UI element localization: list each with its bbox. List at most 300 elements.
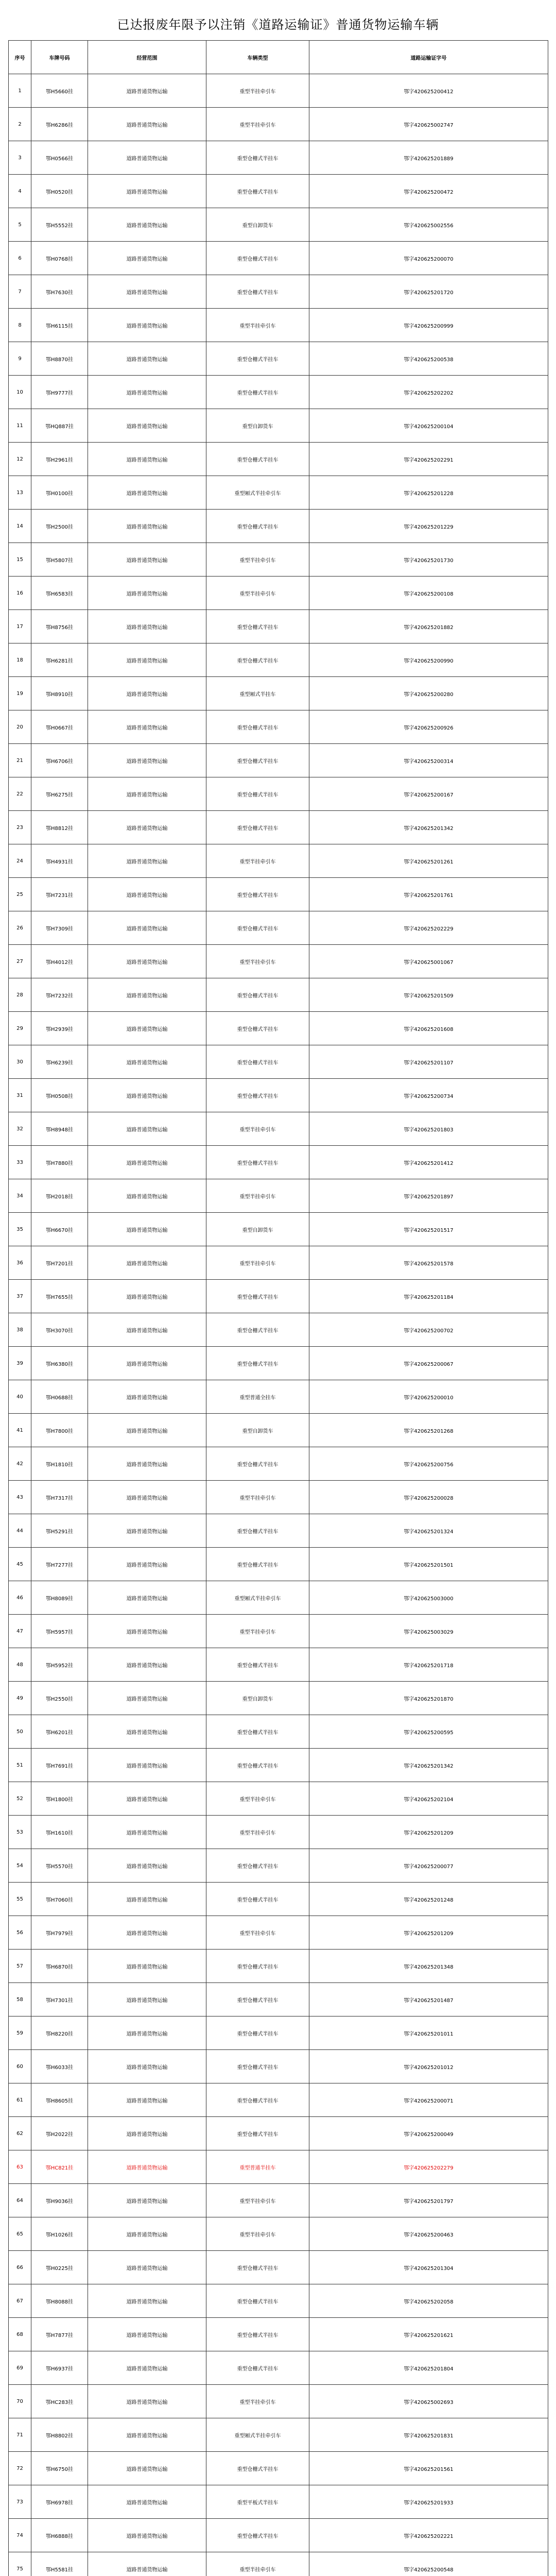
cell-permit: 鄂字420625201209 (309, 1916, 548, 1950)
table-row (9, 1213, 548, 1246)
cell-permit: 鄂字420625202058 (309, 2284, 548, 2318)
cell-plate: 鄂H4012挂 (31, 945, 88, 978)
cell-scope: 道路普通货物运输 (88, 610, 206, 643)
cell-no: 50 (9, 1715, 31, 1749)
cell-type: 重型仓栅式半挂车 (206, 510, 309, 543)
table-row (9, 510, 548, 543)
cell-plate: 鄂H5570挂 (31, 1849, 88, 1883)
cell-no: 5 (9, 208, 31, 242)
cell-no: 66 (9, 2251, 31, 2284)
cell-no: 70 (9, 2385, 31, 2418)
cell-scope: 道路普通货物运输 (88, 878, 206, 911)
table-row (9, 108, 548, 141)
cell-permit: 鄂字420625202291 (309, 443, 548, 476)
cell-no: 16 (9, 577, 31, 610)
cell-permit: 鄂字420625201797 (309, 2184, 548, 2217)
cell-scope: 道路普通货物运输 (88, 108, 206, 141)
cell-no: 40 (9, 1380, 31, 1414)
cell-type: 重型仓栅式半挂车 (206, 2251, 309, 2284)
table-row (9, 1950, 548, 1983)
cell-scope: 道路普通货物运输 (88, 74, 206, 108)
cell-permit: 鄂字420625003000 (309, 1581, 548, 1615)
table-row (9, 1313, 548, 1347)
cell-plate: 鄂H5552挂 (31, 208, 88, 242)
cell-plate: 鄂H6888挂 (31, 2519, 88, 2552)
cell-no: 28 (9, 978, 31, 1012)
cell-scope: 道路普通货物运输 (88, 2552, 206, 2576)
cell-no: 37 (9, 1280, 31, 1313)
cell-plate: 鄂H6978挂 (31, 2485, 88, 2519)
cell-permit: 鄂字420625201608 (309, 1012, 548, 1045)
table-row (9, 1715, 548, 1749)
table-row (9, 777, 548, 811)
table-row (9, 2016, 548, 2050)
cell-plate: 鄂H1026挂 (31, 2217, 88, 2251)
cell-no: 60 (9, 2050, 31, 2083)
cell-plate: 鄂H6583挂 (31, 577, 88, 610)
cell-type: 重型厢式半挂牵引车 (206, 2418, 309, 2452)
cell-type: 重型半挂牵引车 (206, 1615, 309, 1648)
cell-scope: 道路普通货物运输 (88, 1849, 206, 1883)
cell-no: 51 (9, 1749, 31, 1782)
table-row (9, 1012, 548, 1045)
table-row (9, 409, 548, 443)
table-row (9, 643, 548, 677)
cell-permit: 鄂字420625200049 (309, 2117, 548, 2150)
cell-scope: 道路普通货物运输 (88, 543, 206, 577)
cell-type: 重型仓栅式半挂车 (206, 1447, 309, 1481)
cell-plate: 鄂H6115挂 (31, 309, 88, 342)
cell-no: 15 (9, 543, 31, 577)
cell-plate: 鄂H6870挂 (31, 1950, 88, 1983)
cell-scope: 道路普通货物运输 (88, 2217, 206, 2251)
table-row (9, 677, 548, 710)
cell-type: 重型半挂牵引车 (206, 2184, 309, 2217)
cell-type: 重型仓栅式半挂车 (206, 2016, 309, 2050)
cell-permit: 鄂字420625201933 (309, 2485, 548, 2519)
table-row (9, 1514, 548, 1548)
cell-plate: 鄂H8802挂 (31, 2418, 88, 2452)
cell-permit: 鄂字420625200412 (309, 74, 548, 108)
cell-no: 18 (9, 643, 31, 677)
cell-type: 重型半挂牵引车 (206, 74, 309, 108)
cell-plate: 鄂H2018挂 (31, 1179, 88, 1213)
cell-scope: 道路普通货物运输 (88, 1146, 206, 1179)
cell-plate: 鄂HC821挂 (31, 2150, 88, 2184)
cell-no: 58 (9, 1983, 31, 2016)
cell-scope: 道路普通货物运输 (88, 911, 206, 945)
cell-permit: 鄂字420625201268 (309, 1414, 548, 1447)
cell-permit: 鄂字420625003029 (309, 1615, 548, 1648)
vehicle-table (8, 40, 548, 2576)
table-row (9, 1648, 548, 1682)
cell-plate: 鄂H1800挂 (31, 1782, 88, 1816)
cell-plate: 鄂H7317挂 (31, 1481, 88, 1514)
cell-permit: 鄂字420625201882 (309, 610, 548, 643)
cell-permit: 鄂字420625201487 (309, 1983, 548, 2016)
cell-scope: 道路普通货物运输 (88, 309, 206, 342)
cell-scope: 道路普通货物运输 (88, 1213, 206, 1246)
cell-no: 61 (9, 2083, 31, 2117)
cell-permit: 鄂字420625200067 (309, 1347, 548, 1380)
cell-no: 4 (9, 175, 31, 208)
cell-scope: 道路普通货物运输 (88, 1648, 206, 1682)
cell-type: 重型仓栅式半挂车 (206, 443, 309, 476)
cell-no: 42 (9, 1447, 31, 1481)
cell-permit: 鄂字420625200990 (309, 643, 548, 677)
cell-permit: 鄂字420625201184 (309, 1280, 548, 1313)
cell-type: 重型仓栅式半挂车 (206, 2452, 309, 2485)
cell-no: 29 (9, 1012, 31, 1045)
table-row (9, 710, 548, 744)
cell-no: 34 (9, 1179, 31, 1213)
cell-no: 9 (9, 342, 31, 376)
cell-scope: 道路普通货物运输 (88, 275, 206, 309)
table-row (9, 1883, 548, 1916)
cell-permit: 鄂字420625200071 (309, 2083, 548, 2117)
cell-plate: 鄂H6706挂 (31, 744, 88, 777)
cell-scope: 道路普通货物运输 (88, 1347, 206, 1380)
cell-no: 10 (9, 376, 31, 409)
cell-type: 重型半挂牵引车 (206, 577, 309, 610)
cell-type: 重型仓栅式半挂车 (206, 1715, 309, 1749)
cell-permit: 鄂字420625201803 (309, 1112, 548, 1146)
cell-no: 20 (9, 710, 31, 744)
cell-type: 重型半挂牵引车 (206, 1816, 309, 1849)
cell-permit: 鄂字420625202104 (309, 1782, 548, 1816)
cell-type: 重型仓栅式半挂车 (206, 1146, 309, 1179)
table-row (9, 443, 548, 476)
table-row (9, 844, 548, 878)
table-row (9, 2117, 548, 2150)
cell-type: 重型普通半挂车 (206, 2150, 309, 2184)
cell-scope: 道路普通货物运输 (88, 1983, 206, 2016)
table-row (9, 2050, 548, 2083)
table-row (9, 945, 548, 978)
cell-plate: 鄂H1610挂 (31, 1816, 88, 1849)
cell-permit: 鄂字420625200548 (309, 2552, 548, 2576)
cell-scope: 道路普通货物运输 (88, 2016, 206, 2050)
cell-permit: 鄂字420625201831 (309, 2418, 548, 2452)
cell-permit: 鄂字420625200756 (309, 1447, 548, 1481)
cell-permit: 鄂字420625200538 (309, 342, 548, 376)
cell-scope: 道路普通货物运输 (88, 1447, 206, 1481)
cell-scope: 道路普通货物运输 (88, 342, 206, 376)
cell-scope: 道路普通货物运输 (88, 1045, 206, 1079)
cell-type: 重型仓栅式半挂车 (206, 1849, 309, 1883)
cell-type: 重型半挂牵引车 (206, 1481, 309, 1514)
cell-scope: 道路普通货物运输 (88, 844, 206, 878)
cell-type: 重型仓栅式半挂车 (206, 744, 309, 777)
cell-no: 39 (9, 1347, 31, 1380)
table-row (9, 476, 548, 510)
cell-no: 12 (9, 443, 31, 476)
header-scope: 经营范围 (88, 41, 206, 74)
cell-type: 重型仓栅式半挂车 (206, 1648, 309, 1682)
table-row (9, 1816, 548, 1849)
cell-no: 67 (9, 2284, 31, 2318)
cell-no: 19 (9, 677, 31, 710)
cell-plate: 鄂H7060挂 (31, 1883, 88, 1916)
cell-no: 3 (9, 141, 31, 175)
cell-permit: 鄂字420625201012 (309, 2050, 548, 2083)
cell-scope: 道路普通货物运输 (88, 2117, 206, 2150)
cell-permit: 鄂字420625201501 (309, 1548, 548, 1581)
table-row (9, 1548, 548, 1581)
cell-type: 重型半挂牵引车 (206, 108, 309, 141)
cell-scope: 道路普通货物运输 (88, 1548, 206, 1581)
cell-permit: 鄂字420625201889 (309, 141, 548, 175)
cell-no: 64 (9, 2184, 31, 2217)
cell-permit: 鄂字420625201228 (309, 476, 548, 510)
cell-plate: 鄂H7630挂 (31, 275, 88, 309)
cell-permit: 鄂字420625200926 (309, 710, 548, 744)
cell-type: 重型仓栅式半挂车 (206, 175, 309, 208)
cell-scope: 道路普通货物运输 (88, 1112, 206, 1146)
cell-permit: 鄂字420625200314 (309, 744, 548, 777)
cell-plate: 鄂H8605挂 (31, 2083, 88, 2117)
cell-plate: 鄂H7277挂 (31, 1548, 88, 1581)
cell-type: 重型半挂牵引车 (206, 844, 309, 878)
cell-type: 重型半挂牵引车 (206, 2217, 309, 2251)
table-row (9, 2150, 548, 2184)
cell-type: 重型半挂牵引车 (206, 2385, 309, 2418)
cell-type: 重型半挂牵引车 (206, 1246, 309, 1280)
cell-scope: 道路普通货物运输 (88, 1749, 206, 1782)
cell-permit: 鄂字420625200734 (309, 1079, 548, 1112)
cell-plate: 鄂H7232挂 (31, 978, 88, 1012)
table-row (9, 2552, 548, 2576)
cell-permit: 鄂字420625201804 (309, 2351, 548, 2385)
cell-type: 重型厢式半挂车 (206, 677, 309, 710)
cell-plate: 鄂H5807挂 (31, 543, 88, 577)
cell-plate: 鄂H6937挂 (31, 2351, 88, 2385)
cell-type: 重型厢式半挂牵引车 (206, 1581, 309, 1615)
cell-plate: 鄂H7979挂 (31, 1916, 88, 1950)
cell-scope: 道路普通货物运输 (88, 141, 206, 175)
cell-scope: 道路普通货物运输 (88, 1079, 206, 1112)
cell-no: 65 (9, 2217, 31, 2251)
cell-permit: 鄂字420625002747 (309, 108, 548, 141)
cell-permit: 鄂字420625201761 (309, 878, 548, 911)
table-row (9, 1280, 548, 1313)
cell-plate: 鄂H4931挂 (31, 844, 88, 878)
cell-scope: 道路普通货物运输 (88, 1414, 206, 1447)
cell-type: 重型自卸货车 (206, 1213, 309, 1246)
table-row (9, 2351, 548, 2385)
cell-scope: 道路普通货物运输 (88, 208, 206, 242)
cell-scope: 道路普通货物运输 (88, 242, 206, 275)
cell-plate: 鄂H2500挂 (31, 510, 88, 543)
cell-scope: 道路普通货物运输 (88, 1883, 206, 1916)
cell-plate: 鄂H8910挂 (31, 677, 88, 710)
cell-no: 49 (9, 1682, 31, 1715)
cell-no: 69 (9, 2351, 31, 2385)
cell-type: 重型厢式半挂牵引车 (206, 476, 309, 510)
table-row (9, 811, 548, 844)
cell-type: 重型仓栅式半挂车 (206, 911, 309, 945)
table-row (9, 2284, 548, 2318)
cell-no: 13 (9, 476, 31, 510)
table-row (9, 2184, 548, 2217)
table-row (9, 610, 548, 643)
cell-plate: 鄂H8220挂 (31, 2016, 88, 2050)
cell-scope: 道路普通货物运输 (88, 476, 206, 510)
cell-plate: 鄂HQ887挂 (31, 409, 88, 443)
cell-plate: 鄂H7201挂 (31, 1246, 88, 1280)
table-row (9, 1682, 548, 1715)
cell-type: 重型仓栅式半挂车 (206, 811, 309, 844)
cell-no: 36 (9, 1246, 31, 1280)
table-row (9, 1916, 548, 1950)
cell-no: 27 (9, 945, 31, 978)
cell-plate: 鄂H0225挂 (31, 2251, 88, 2284)
table-row (9, 1414, 548, 1447)
cell-plate: 鄂H9036挂 (31, 2184, 88, 2217)
cell-permit: 鄂字420625201248 (309, 1883, 548, 1916)
cell-plate: 鄂H5291挂 (31, 1514, 88, 1548)
cell-no: 44 (9, 1514, 31, 1548)
cell-permit: 鄂字420625200070 (309, 242, 548, 275)
cell-permit: 鄂字420625201348 (309, 1950, 548, 1983)
cell-plate: 鄂H9777挂 (31, 376, 88, 409)
cell-scope: 道路普通货物运输 (88, 1179, 206, 1213)
cell-permit: 鄂字420625202279 (309, 2150, 548, 2184)
cell-no: 32 (9, 1112, 31, 1146)
cell-plate: 鄂H6201挂 (31, 1715, 88, 1749)
cell-scope: 道路普通货物运输 (88, 710, 206, 744)
cell-no: 46 (9, 1581, 31, 1615)
cell-plate: 鄂H8948挂 (31, 1112, 88, 1146)
cell-scope: 道路普通货物运输 (88, 1916, 206, 1950)
cell-plate: 鄂H2939挂 (31, 1012, 88, 1045)
cell-permit: 鄂字420625200108 (309, 577, 548, 610)
cell-no: 73 (9, 2485, 31, 2519)
cell-scope: 道路普通货物运输 (88, 1280, 206, 1313)
cell-scope: 道路普通货物运输 (88, 677, 206, 710)
cell-scope: 道路普通货物运输 (88, 643, 206, 677)
cell-no: 43 (9, 1481, 31, 1514)
cell-type: 重型仓栅式半挂车 (206, 1883, 309, 1916)
cell-type: 重型仓栅式半挂车 (206, 1347, 309, 1380)
cell-scope: 道路普通货物运输 (88, 978, 206, 1012)
cell-permit: 鄂字420625200463 (309, 2217, 548, 2251)
cell-plate: 鄂H8088挂 (31, 2284, 88, 2318)
cell-scope: 道路普通货物运输 (88, 2452, 206, 2485)
table-row (9, 275, 548, 309)
cell-permit: 鄂字420625200010 (309, 1380, 548, 1414)
cell-scope: 道路普通货物运输 (88, 1012, 206, 1045)
table-row (9, 2217, 548, 2251)
cell-no: 63 (9, 2150, 31, 2184)
cell-type: 重型仓栅式半挂车 (206, 1045, 309, 1079)
cell-no: 72 (9, 2452, 31, 2485)
cell-permit: 鄂字420625201229 (309, 510, 548, 543)
cell-permit: 鄂字420625002693 (309, 2385, 548, 2418)
cell-permit: 鄂字420625200472 (309, 175, 548, 208)
cell-type: 重型仓栅式半挂车 (206, 2117, 309, 2150)
cell-scope: 道路普通货物运输 (88, 1581, 206, 1615)
table-row (9, 2385, 548, 2418)
cell-type: 重型仓栅式半挂车 (206, 2318, 309, 2351)
cell-scope: 道路普通货物运输 (88, 1246, 206, 1280)
cell-plate: 鄂H2961挂 (31, 443, 88, 476)
cell-plate: 鄂H6380挂 (31, 1347, 88, 1380)
table-row (9, 2418, 548, 2452)
cell-no: 56 (9, 1916, 31, 1950)
cell-permit: 鄂字420625202221 (309, 2519, 548, 2552)
cell-scope: 道路普通货物运输 (88, 1682, 206, 1715)
cell-no: 25 (9, 878, 31, 911)
table-row (9, 1112, 548, 1146)
table-body (9, 74, 548, 2576)
cell-type: 重型仓栅式半挂车 (206, 710, 309, 744)
cell-no: 62 (9, 2117, 31, 2150)
cell-type: 重型仓栅式半挂车 (206, 1514, 309, 1548)
cell-no: 57 (9, 1950, 31, 1983)
cell-permit: 鄂字420625202229 (309, 911, 548, 945)
cell-permit: 鄂字420625200028 (309, 1481, 548, 1514)
cell-scope: 道路普通货物运输 (88, 744, 206, 777)
cell-scope: 道路普通货物运输 (88, 811, 206, 844)
cell-scope: 道路普通货物运输 (88, 409, 206, 443)
header-permit: 道路运输证字号 (309, 41, 548, 74)
cell-type: 重型仓栅式半挂车 (206, 2083, 309, 2117)
cell-plate: 鄂H0508挂 (31, 1079, 88, 1112)
cell-permit: 鄂字420625201261 (309, 844, 548, 878)
cell-plate: 鄂H0566挂 (31, 141, 88, 175)
cell-permit: 鄂字420625200595 (309, 1715, 548, 1749)
table-row (9, 1849, 548, 1883)
cell-permit: 鄂字420625201011 (309, 2016, 548, 2050)
cell-no: 8 (9, 309, 31, 342)
cell-permit: 鄂字420625201718 (309, 1648, 548, 1682)
table-row (9, 1581, 548, 1615)
cell-scope: 道路普通货物运输 (88, 2150, 206, 2184)
cell-permit: 鄂字420625201517 (309, 1213, 548, 1246)
cell-scope: 道路普通货物运输 (88, 1313, 206, 1347)
table-row (9, 2519, 548, 2552)
cell-no: 14 (9, 510, 31, 543)
cell-plate: 鄂H8812挂 (31, 811, 88, 844)
cell-no: 31 (9, 1079, 31, 1112)
cell-type: 重型仓栅式半挂车 (206, 1983, 309, 2016)
cell-scope: 道路普通货物运输 (88, 2284, 206, 2318)
cell-type: 重型自卸货车 (206, 1682, 309, 1715)
cell-plate: 鄂H2022挂 (31, 2117, 88, 2150)
cell-type: 重型仓栅式半挂车 (206, 978, 309, 1012)
cell-type: 重型仓栅式半挂车 (206, 376, 309, 409)
header-type: 车辆类型 (206, 41, 309, 74)
cell-scope: 道路普通货物运输 (88, 2519, 206, 2552)
table-row (9, 911, 548, 945)
table-row (9, 543, 548, 577)
cell-type: 重型普通全挂车 (206, 1380, 309, 1414)
cell-type: 重型仓栅式半挂车 (206, 141, 309, 175)
cell-permit: 鄂字420625200280 (309, 677, 548, 710)
cell-type: 重型仓栅式半挂车 (206, 2351, 309, 2385)
cell-permit: 鄂字420625201621 (309, 2318, 548, 2351)
cell-scope: 道路普通货物运输 (88, 2351, 206, 2385)
cell-no: 1 (9, 74, 31, 108)
cell-no: 11 (9, 409, 31, 443)
cell-type: 重型仓栅式半挂车 (206, 1313, 309, 1347)
cell-no: 26 (9, 911, 31, 945)
table-row (9, 376, 548, 409)
cell-plate: 鄂H7800挂 (31, 1414, 88, 1447)
cell-scope: 道路普通货物运输 (88, 1615, 206, 1648)
cell-permit: 鄂字420625201730 (309, 543, 548, 577)
